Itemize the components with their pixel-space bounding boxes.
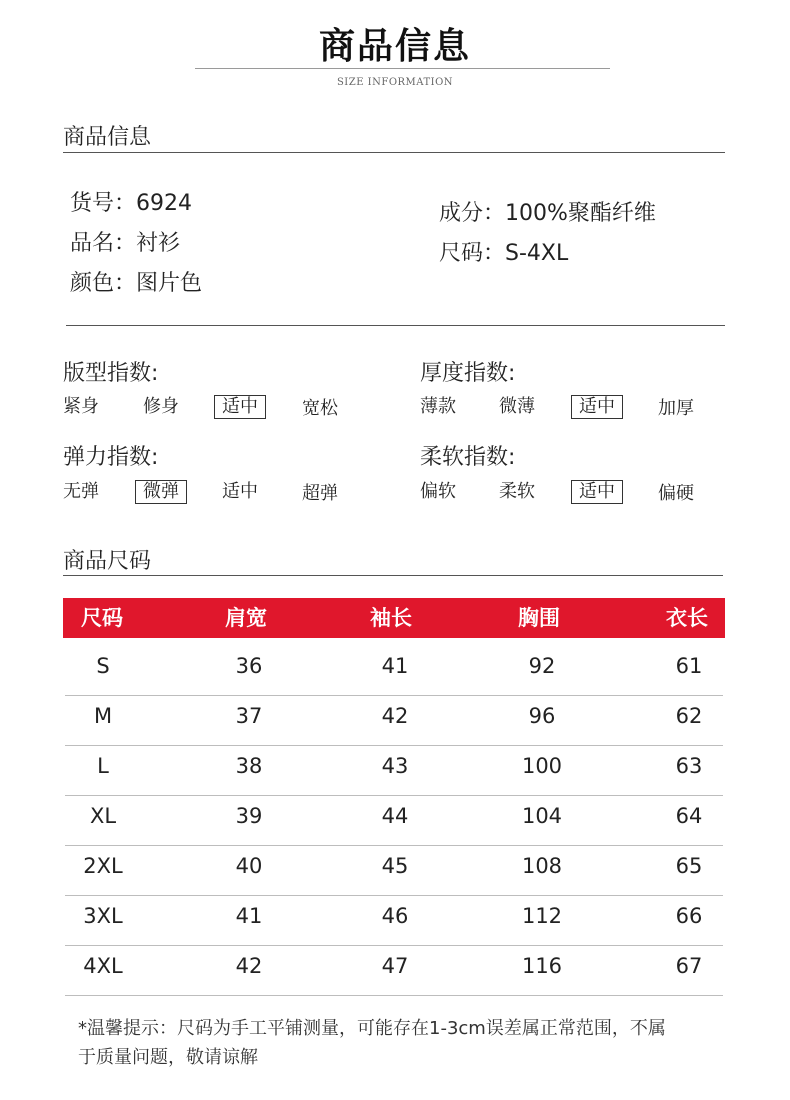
table-cell: 39 bbox=[235, 804, 263, 828]
table-cell: 66 bbox=[675, 904, 703, 928]
table-cell: 46 bbox=[381, 904, 409, 928]
table-cell: 92 bbox=[528, 654, 556, 678]
table-row-divider bbox=[65, 795, 723, 796]
table-cell: 37 bbox=[235, 704, 263, 728]
header-length: 衣长 bbox=[666, 606, 708, 630]
table-cell: 42 bbox=[381, 704, 409, 728]
table-row-divider bbox=[65, 845, 723, 846]
table-cell: 61 bbox=[675, 654, 703, 678]
thickness-option: 加厚 bbox=[658, 398, 694, 419]
size-note-line-1: *温馨提示：尺码为手工平铺测量，可能存在1-3cm误差属正常范围，不属 bbox=[78, 1018, 666, 1039]
info-item-color: 颜色：图片色 bbox=[70, 271, 203, 296]
softness-option: 偏硬 bbox=[658, 483, 694, 504]
softness-option: 柔软 bbox=[499, 481, 535, 502]
table-cell: 108 bbox=[521, 854, 563, 878]
thickness-option-selected: 适中 bbox=[571, 395, 623, 419]
info-bottom-divider bbox=[66, 325, 725, 326]
table-cell: 40 bbox=[235, 854, 263, 878]
info-item-material: 成分：100%聚酯纤维 bbox=[439, 201, 656, 226]
table-row-divider bbox=[65, 745, 723, 746]
table-cell: L bbox=[97, 754, 109, 778]
table-row-divider bbox=[65, 695, 723, 696]
size-note-line-2: 于质量问题，敬请谅解 bbox=[78, 1047, 258, 1068]
fit-index-title: 版型指数: bbox=[63, 361, 159, 386]
table-cell: M bbox=[93, 704, 113, 728]
page-title: 商品信息 bbox=[318, 26, 471, 67]
table-cell: 64 bbox=[675, 804, 703, 828]
header-chest: 胸围 bbox=[518, 606, 560, 630]
table-cell: 62 bbox=[675, 704, 703, 728]
elasticity-index-title: 弹力指数: bbox=[63, 445, 159, 470]
table-cell: 44 bbox=[381, 804, 409, 828]
elasticity-option: 适中 bbox=[222, 481, 258, 502]
info-item-sku: 货号：6924 bbox=[70, 191, 192, 216]
elasticity-option: 超弹 bbox=[302, 483, 338, 504]
table-cell: 67 bbox=[675, 954, 703, 978]
table-row-divider bbox=[65, 945, 723, 946]
table-row-divider bbox=[65, 895, 723, 896]
table-cell: 4XL bbox=[83, 954, 123, 978]
table-cell: S bbox=[96, 654, 110, 678]
size-table-header bbox=[63, 598, 725, 638]
table-cell: 100 bbox=[521, 754, 563, 778]
table-cell: 112 bbox=[521, 904, 563, 928]
table-cell: 63 bbox=[675, 754, 703, 778]
table-cell: 41 bbox=[235, 904, 263, 928]
info-section-heading: 商品信息 bbox=[63, 125, 152, 150]
fit-option: 修身 bbox=[143, 396, 179, 417]
table-cell: 47 bbox=[381, 954, 409, 978]
table-cell: XL bbox=[89, 804, 117, 828]
title-divider bbox=[195, 68, 610, 69]
table-cell: 96 bbox=[528, 704, 556, 728]
table-cell: 104 bbox=[521, 804, 563, 828]
table-cell: 38 bbox=[235, 754, 263, 778]
header-sleeve: 袖长 bbox=[370, 606, 412, 630]
thickness-index-title: 厚度指数: bbox=[420, 361, 516, 386]
table-cell: 3XL bbox=[83, 904, 123, 928]
header-shoulder: 肩宽 bbox=[225, 606, 267, 630]
size-section-heading: 商品尺码 bbox=[63, 549, 152, 574]
table-cell: 36 bbox=[235, 654, 263, 678]
thickness-option: 微薄 bbox=[499, 396, 535, 417]
table-cell: 41 bbox=[381, 654, 409, 678]
thickness-option: 薄款 bbox=[420, 396, 456, 417]
info-section-divider bbox=[63, 152, 725, 153]
table-cell: 116 bbox=[521, 954, 563, 978]
softness-option: 偏软 bbox=[420, 481, 456, 502]
elasticity-option: 无弹 bbox=[63, 481, 99, 502]
table-cell: 45 bbox=[381, 854, 409, 878]
table-row-divider bbox=[65, 995, 723, 996]
fit-option: 紧身 bbox=[63, 396, 99, 417]
table-cell: 43 bbox=[381, 754, 409, 778]
table-cell: 42 bbox=[235, 954, 263, 978]
info-item-size-range: 尺码：S-4XL bbox=[439, 241, 569, 266]
size-section-divider bbox=[63, 575, 723, 576]
fit-option: 宽松 bbox=[302, 398, 338, 419]
softness-index-title: 柔软指数: bbox=[420, 445, 516, 470]
softness-option-selected: 适中 bbox=[571, 480, 623, 504]
fit-option-selected: 适中 bbox=[214, 395, 266, 419]
page-subtitle: SIZE INFORMATION bbox=[336, 77, 454, 88]
table-cell: 65 bbox=[675, 854, 703, 878]
header-size: 尺码 bbox=[81, 606, 123, 630]
table-cell: 2XL bbox=[83, 854, 123, 878]
info-item-name: 品名：衬衫 bbox=[70, 231, 181, 256]
elasticity-option-selected: 微弹 bbox=[135, 480, 187, 504]
